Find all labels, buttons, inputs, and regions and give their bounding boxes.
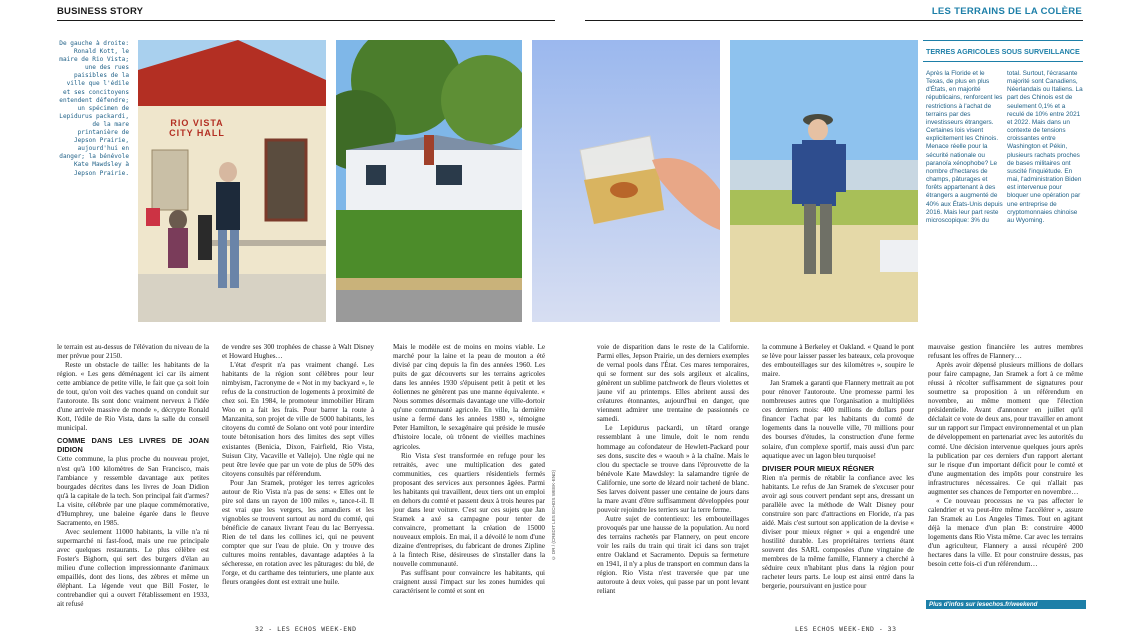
paragraph: le terrain est au-dessus de l'élévation du niveau de la mer prévue pour 2150. <box>57 343 209 361</box>
sidebar-title: TERRES AGRICOLES SOUS SURVEILLANCE <box>923 40 1083 62</box>
paragraph: la commune à Berkeley et Oakland. « Quand le pont se lève pour laisser passer les bateaux, cela provoque des embouteillages sur des kilomètres », soupire le maire. <box>762 343 914 379</box>
photo-credit: © DR / (CREDIT LES ECHOS WEEK-END) <box>551 470 556 561</box>
paragraph: Reste un obstacle de taille: les habitants de la région. « Les gens déménagent ici car ils aiment cette ambiance de petite ville, le fait que ça soit loin de tout, qu'on voit des vaches quand on conduit sur l'autoroute. Ils sont donc vraiment nerveux à l'idée d'une arrivée massive de monde », décrypte Ronald Kott, l'édile de Rio Vista, dans la salle du conseil municipal. <box>57 361 209 433</box>
article-column-4 <box>597 343 749 611</box>
subheading: COMME DANS LES LIVRES DE JOAN DIDION <box>57 436 209 455</box>
paragraph: de vendre ses 300 trophées de chasse à Walt Disney et Howard Hughes… <box>222 343 374 361</box>
paragraph: L'état d'esprit n'a pas vraiment changé. Les habitants de la région sont célèbres pour leur nimbyism, l'acronyme de « Not in my backyard », le refus de la construction de logements à proximité de chez soi. En 1984, le promoteur immobilier Hiram Woo en a fait les frais. Pour barrer la route à Manzanita, son projet de ville de 5000 habitants, les citoyens du comté de Solano ont voté pour interdire toute bétonisation hors des limites des sept villes existantes (Benicia, Dixon, Fairfield, Rio Vista, Suisun City, Vacaville et Vallejo). Une règle qui ne peut être levée que par un vote de plus de 50% des citoyens consultés par référendum. <box>222 361 374 478</box>
photo-mayor-city-hall <box>138 40 326 322</box>
article-column-1 <box>57 343 209 611</box>
subheading: DIVISER POUR MIEUX RÉGNER <box>762 463 875 473</box>
paragraph: Après avoir dépensé plusieurs millions de dollars pour faire campagne, Jan Sramek a fort à ce même réussi à récolter suffisamment de signatures pour soumettre sa proposition à un référendum en novembre, au même moment que l'élection présidentielle. Avant d'annoncer en juillet qu'il déclalait ce vote de deux ans, pour travailler en amont sur un rapport sur l'impact environnemental et un plan de développement en partenariat avec les autorités du comté. Une décision intervenue quelques jours après la publication par ces derniers d'un rapport alertant sur le risque d'un important déficit pour le comté et d'une augmentation des impôts pour construire les infrastructures nécessaires. Ce qui n'allait pas augmenter ses chances de l'emporter en novembre… <box>928 361 1083 496</box>
paragraph: Pour Jan Sramek, protéger les terres agricoles autour de Rio Vista n'a pas de sens: « Elles ont le pire sol dans un rayon de 100 miles », tance-t-il. Il est vrai que les vergers, les amandiers et les vignobles se trouvent surtout au nord du comté, qui bénéficie de canaux livrant l'eau du lac Berryessa. Rien de tel dans les collines ici, qui ne peuvent compter que sur l'eau de pluie. On y trouve des cultures moins rentables, davantage adaptées à la sécheresse, en rotation avec les pâturages: du blé, de l'orge, et du carthame des teinturiers, une plante aux fleurs orangées dont est extrait une huile. <box>222 478 374 587</box>
sidebar-box <box>923 40 1083 325</box>
article-column-2 <box>222 343 374 611</box>
paragraph: mauvaise gestion financière les autres membres refusant les offres de Flannery… <box>928 343 1083 361</box>
paragraph: Rio Vista s'est transformée en refuge pour les retraités, avec une multiplication des gated communities, ces quartiers résidentiels fermés proposant des services aux personnes âgées. Parmi les habitants qui travaillent, deux tiers ont un emploi en dehors du comté et passent deux à trois heures par jour dans leur voiture. C'est sur ces sujets que Jan Sramek a axé sa campagne pour tenter de convaincre, promettant la création de 15000 nouveaux emplois. En mai, il a dévoilé le nom d'une dizaine d'entreprises, du fabricant de drones Zipline à la fintech Rise, désireuses de s'installer dans la nouvelle communauté. <box>393 451 545 569</box>
article-column-5 <box>762 343 914 611</box>
paragraph: Jan Sramek a garanti que Flannery mettrait au pot pour rénover l'autoroute. Une promesse parmi les nombreuses autres que l'organisation a multipliées ces derniers mois: 400 millions de dollars pour financer l'achat par les habitants du comté de logements dans la nouvelle ville, 70 millions pour des bourses d'études, la construction d'une ferme solaire, d'un complexe sportif, mais aussi d'un parc aquatique avec un lagon bleu turquoise! <box>762 379 914 460</box>
paragraph: voie de disparition dans le reste de la Californie. Parmi elles, Jepson Prairie, un des derniers exemples de vernal pools dans l'État. Ces mares temporaires, qui se forment sur des sols argileux et alcalins, génèrent un sublime patchwork de fleurs violettes et jaune vif au printemps. Elles abritent aussi des créatures étonnantes, aujourd'hui en danger, que viennent admirer une trentaine de passionnés ce samedi. <box>597 343 749 424</box>
photo-lepidurus-specimen <box>532 40 720 322</box>
paragraph: Avec seulement 11000 habitants, la ville n'a ni supermarché ni fast-food, mais une rue principale avec quelques restaurants. Le plus célèbre est Foster's Bighorn, qui sert des burgers d'élan au milieu d'une collection impressionnante d'animaux empaillés, dont des lions, des zèbres et même un éléphant. La légende veut que Bill Foster, le contrebandier qui a ouvert l'établissement en 1933, ait refusé <box>57 527 209 609</box>
photo-caption: De gauche à droite: Ronald Kott, le maire de Rio Vista; une des rues paisibles de la ville que l'édile et ses concitoyens entendent défendre; un spécimen de Lepidurus packardi, de la mare printanière de Jepson Prairie, aujourd'hui en danger; la bénévole Kate Mawdsley à Jepson Prairie. <box>59 40 129 177</box>
paragraph: « Ce nouveau processus ne va pas affecter le calendrier et va peut-être même l'accélérer », assure Jan Sramek au Los Angeles Times. Tout en agitant déjà la menace d'un plan B: construire 4000 logements dans Rio Vista même. Car avec les terrains d'un agriculteur, Flannery a aussi récupéré 200 hectares dans la ville. Et pour construire dessus, pas besoin cette fois-ci d'un référendum… <box>928 496 1083 569</box>
sidebar-column-1: Après la Floride et le Texas, de plus en plus d'États, en majorité républicains, renforcent les restrictions à l'achat de terrains par des investisseurs étrangers. Certaines lois visent explicitement les Chinois. Menace réelle pour la sécurité nationale ou paranoïa xénophobe? Le nombre d'hectares de champs, pâturages et forêts appartenant à des étrangers a augmenté de 40% aux États-Unis depuis 2016. Mais leur part reste microscopique: 3% du <box>926 70 1003 224</box>
article-column-3 <box>393 343 545 611</box>
web-teaser-link[interactable]: Plus d'infos sur lesechos.fr/weekend <box>926 600 1086 609</box>
section-label: BUSINESS STORY <box>57 6 144 17</box>
paragraph: Mais le modèle est de moins en moins viable. Le marché pour la laine et la peau de mouton a été divisé par cinq depuis la fin des années 1960. Les puits de gaz découverts sur les terrains agricoles dans les années 1930 s'épuisent petit à petit et les éoliennes ne génèrent pas une manne équivalente. « Nous sommes désormais davantage une ville-dortoir qu'une communauté agricole. En ville, la dernière usine a fermé dans les années 1980 », témoigne Peter Hamilton, le sexagénaire qui préside le musée d'histoire locale, où trônent de vieilles machines agricoles. <box>393 343 545 451</box>
sidebar-column-2: total. Surtout, l'écrasante majorité sont Canadiens, Néerlandais ou Italiens. La part des Chinois est de seulement 0,1% et a reculé de 10% entre 2021 et 2022. Mais dans un contexte de tensions croissantes entre Washington et Pékin, plusieurs rachats proches de bases militaires ont suscité l'inquiétude. En mai, l'administration Biden est intervenue pour bloquer une opération par une entreprise de cryptomonnaies chinoise au Wyoming. <box>1007 70 1083 224</box>
section-title: LES TERRAINS DE LA COLÈRE <box>931 6 1082 17</box>
photo-kate-mawdsley <box>730 40 918 322</box>
paragraph: Le Lepidurus packardi, un têtard orange ressemblant à une limule, doit le nom rendu hommage au cofondateur de Hewlett-Packard pour ses dons, suscite des « waouh » à la chaîne. Mais le clou du spectacle se trouve dans l'éprouvette de la bénévole Kate Mawdsley: la salamandre tigrée de Californie, une sorte de lézard noir tacheté de blanc. Ses larves doivent passer une centaine de jours dans la mare avant d'être suffisamment développées pour pouvoir rejoindre les terriers sur la terre ferme. <box>597 424 749 514</box>
paragraph: Autre sujet de contentieux: les embouteillages provoqués par une hausse de la population. Au nord des terrains rachetés par Flannery, on peut encore voir les rails du train qui tirait ici dans son trajet entre Oakland et Sacramento. Depuis sa fermeture en 1941, il n'y a plus de transport en commun dans la région. Rio Vista n'est traversée que par une autoroute à deux voies, qui passe par un pont levant reliant <box>597 514 749 596</box>
paragraph: Pas suffisant pour convaincre les habitants, qui craignent aussi l'impact sur les zones humides qui caractérisent le comté et sont en <box>393 569 545 596</box>
header-rule-left <box>57 20 555 21</box>
city-hall-sign: RIO VISTA CITY HALL <box>169 118 225 138</box>
article-column-6 <box>928 343 1083 598</box>
paragraph: Rien n'a permis de rétablir la confiance avec les habitants. Le refus de Jan Sramek de s'excuser pour avoir agi sous couvert pendant sept ans, dressant un parallèle avec la méthode de Walt Disney pour construire son parc d'attractions en Floride, n'a pas aidé. Mais c'est surtout son application de la devise « diviser pour mieux régner » qui a engendré une hostilité durable. Les propriétaires terriens étant souvent des SARL composées d'une vingtaine de membres de la même famille, Flannery a cherché à séduire ceux n'habitant plus dans la région pour racheter leurs parts. Le loup est ainsi entré dans la bergerie, poursuivant en justice pour <box>762 473 914 591</box>
photo-quiet-street <box>336 40 522 322</box>
paragraph: Cette commune, la plus proche du nouveau projet, n'est qu'à 100 kilomètres de San Francisco, mais l'ambiance y ressemble davantage aux petites bourgades décrites dans les livres de Joan Didion qu'à la capitale de la tech. Son principal fait d'armes? La visite, célébrée par une plaque commémorative, d'Humphrey, une baleine égarée dans le fleuve Sacramento, en 1985. <box>57 455 209 527</box>
page-footer-right: LES ECHOS WEEK-END - 33 <box>795 625 897 633</box>
header-rule-right <box>585 20 1083 21</box>
page-footer-left: 32 - LES ECHOS WEEK-END <box>255 625 357 633</box>
